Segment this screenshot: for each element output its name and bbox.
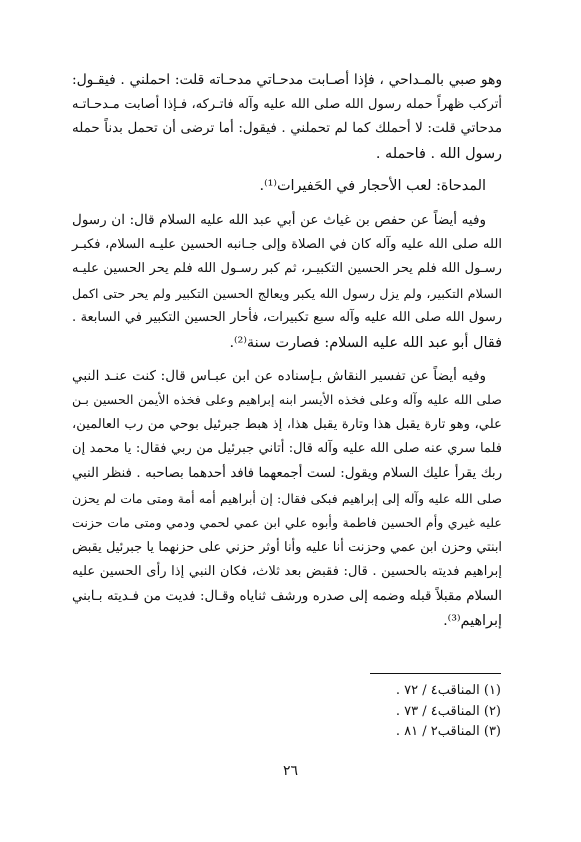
text-line: ربك يقرأ عليك السلام ويقول: لست أجمعهما فافد أحدهما بصاحبه . فنظر النبي xyxy=(72,465,502,481)
footnote-1: (١) المناقب٤ / ٧٢ . xyxy=(395,683,501,698)
footnote-3: (٣) المناقب٢ / ٨١ . xyxy=(395,724,501,739)
text-line: رسول الله . فاحمله . xyxy=(375,145,502,162)
text-line: عليه غيري وأم الحسين فاطمة وأبوه علي ابن عمي لحمي ودمي ومتى مات حزنت xyxy=(72,515,502,531)
text-line: فلما سري عنه صلى الله عليه وآله قال: أتاني جبرئيل من ربي فقال: يا محمد إن xyxy=(72,441,502,457)
text-line: أتركب ظهراً حمله رسول الله صلى الله عليه وآله فاتـركه، فـإذا أصابت مـدحـاتـه xyxy=(72,96,502,112)
text-line: وفيه أيضاً عن تفسير النقاش بـإسناده عن ابن عبـاس قال: كنت عنـد النبي xyxy=(72,367,486,384)
text-line: علي، وهو تارة يقبل هذا وتارة يقبل هذا، إذ هبط جبرئيل بوحي من رب العالمين، xyxy=(72,416,502,432)
text-line: ابنتي وحزن ابن عمي وحزنت أنا عليه وأنا أوثر حزني على حزنهما يا جبرئيل يقبض xyxy=(72,539,502,555)
text-line: إبراهيم⁽³⁾. xyxy=(443,613,502,630)
text-line: صلى الله عليه وآله وعلى فخذه الأيسر ابنه إبراهيم وعلى فخذه الأيمن الحسين بـن xyxy=(72,392,502,408)
text-line: إبراهيم فديته بالحسين . قال: فقبض بعد ثلاث، فكان النبي إذا رأى الحسين عليه xyxy=(72,564,502,580)
text-line: مدحاتي قلت: لا أحملك كما لم تحملني . فيقول: أما ترضى أن تحمل بدناً حمله xyxy=(72,121,502,137)
text-line: السلام مقبلاً قبله وضمه إلى صدره ورشف ثناياه وقـال: فديت من فـديته بـابني xyxy=(72,588,502,604)
footnote-2: (٢) المناقب٤ / ٧٣ . xyxy=(395,703,501,719)
paragraph-3 xyxy=(72,208,502,356)
footnotes xyxy=(360,681,501,743)
paragraph-4 xyxy=(72,364,502,635)
footnote-divider xyxy=(370,673,501,674)
text-line: السلام التكبير، ولم يزل رسول الله يكبر ويعالج الحسين التكبير ولم يحر حتى اكمل xyxy=(72,285,502,301)
text-line: المدحاة: لعب الأحجار في الحَفيرات⁽¹⁾. xyxy=(259,178,486,195)
main-text xyxy=(72,68,502,642)
text-line: صلى الله عليه وآله إلى إبراهيم فبكى فقال: إن أبراهيم أمه أمة ومتى مات لم يحزن xyxy=(72,490,502,506)
paragraph-1 xyxy=(72,68,502,166)
text-line: وهو صبي بالمـداحي ، فإذا أصـابت مدحـاتي مدحـاته قلت: احملني . فيقـول: xyxy=(72,72,502,88)
page-number: ٢٦ xyxy=(282,763,299,779)
text-line: وفيه أيضاً عن حفص بن غياث عن أبي عبد الله عليه السلام قال: ان رسول xyxy=(72,211,486,228)
text-line: الله صلى الله عليه وآله كان في الصلاة وإلى جـانبه الحسين عليـه السلام، فكبـر xyxy=(72,236,502,252)
text-line: رسـول الله فلم يحر الحسين التكبيـر، ثم كبر رسـول الله فلم يحر الحسين عليـه xyxy=(72,261,502,277)
paragraph-2 xyxy=(72,174,502,199)
text-line: رسول الله صلى الله عليه وآله سبع تكبيرات، فأحار الحسين التكبير في السابعة . xyxy=(72,310,502,326)
text-line: فقال أبو عبد الله عليه السلام: فصارت سنة⁽²⁾. xyxy=(229,334,502,351)
